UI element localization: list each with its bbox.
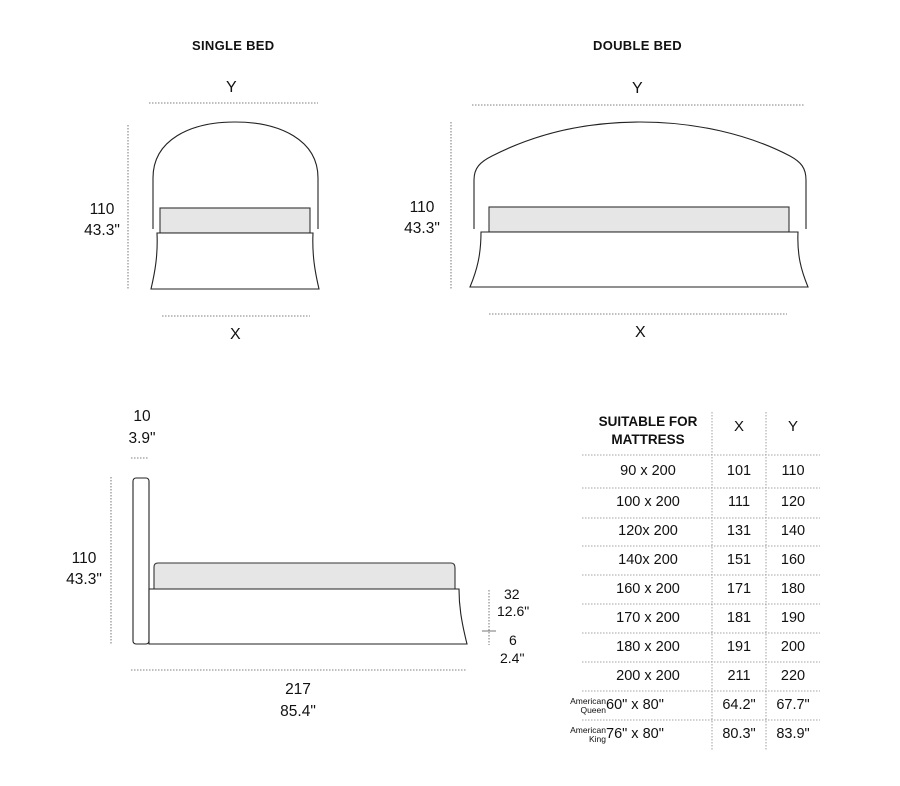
side-clearance-in: 2.4" <box>500 650 525 666</box>
side-length-cm: 217 <box>285 681 311 698</box>
table-cell-x: 80.3" <box>722 726 756 742</box>
table-cell-x: 101 <box>726 462 752 479</box>
table-header-x: X <box>733 418 744 435</box>
table-cell-mattress: 170 x 200 <box>616 609 680 626</box>
table-cell-mattress: 60" x 80" <box>606 696 664 713</box>
prefix-line1: American <box>570 725 606 735</box>
table-cell-mattress: 120x 200 <box>618 523 678 539</box>
table-header-mattress-line1: SUITABLE FOR <box>598 414 698 429</box>
double-height-cm: 110 <box>409 199 435 216</box>
table-cell-y: 180 <box>780 580 806 597</box>
double-mattress <box>489 207 789 232</box>
side-base-height-cm: 32 <box>504 586 520 602</box>
single-base <box>151 233 319 289</box>
table-cell-x: 171 <box>726 580 752 597</box>
table-cell-x: 131 <box>726 523 752 539</box>
side-view-drawing <box>111 458 496 670</box>
single-y-label: Y <box>226 79 237 96</box>
table-cell-mattress-prefix <box>556 726 606 744</box>
table-cell-x: 211 <box>727 667 751 684</box>
double-height-in: 43.3" <box>404 220 440 237</box>
side-headboard-depth-cm: 10 <box>133 408 151 425</box>
double-bed-title: DOUBLE BED <box>593 38 682 53</box>
table-cell-mattress: 76" x 80" <box>606 726 664 742</box>
prefix-line2: Queen <box>580 704 606 715</box>
table-cell-mattress: 100 x 200 <box>616 494 680 510</box>
single-bed-title: SINGLE BED <box>192 38 275 53</box>
side-height-in: 43.3" <box>66 571 102 588</box>
side-clearance-cm: 6 <box>509 632 517 648</box>
table-cell-y: 83.9" <box>776 726 810 742</box>
single-height-cm: 110 <box>89 201 115 218</box>
table-cell-y: 200 <box>780 638 806 655</box>
table-cell-y: 120 <box>780 494 806 510</box>
table-cell-mattress: 200 x 200 <box>616 667 680 684</box>
table-cell-y: 67.7" <box>776 696 810 713</box>
side-base <box>149 589 467 644</box>
single-height-in: 43.3" <box>84 222 120 239</box>
table-cell-y: 160 <box>780 551 806 568</box>
prefix-line2: King <box>588 734 606 744</box>
side-base-height-in: 12.6" <box>497 603 530 619</box>
table-cell-mattress: 140x 200 <box>618 551 678 568</box>
side-height-cm: 110 <box>71 550 97 567</box>
table-header-y: Y <box>787 418 798 435</box>
side-headboard <box>133 478 149 644</box>
double-bed-drawing <box>451 105 808 314</box>
double-y-label: Y <box>632 80 643 97</box>
single-bed-drawing <box>128 103 319 316</box>
table-cell-mattress-prefix <box>556 697 606 715</box>
side-length-in: 85.4" <box>280 703 316 720</box>
single-mattress <box>160 208 310 233</box>
table-cell-mattress: 160 x 200 <box>616 580 680 597</box>
table-cell-y: 110 <box>781 462 805 479</box>
table-cell-x: 181 <box>726 609 752 626</box>
table-cell-y: 140 <box>780 523 806 539</box>
double-base <box>470 232 808 287</box>
side-headboard-depth-in: 3.9" <box>128 430 156 447</box>
table-cell-x: 191 <box>726 638 752 655</box>
table-cell-x: 111 <box>727 494 751 510</box>
table-cell-mattress: 180 x 200 <box>616 638 680 655</box>
table-cell-y: 220 <box>780 667 806 684</box>
single-x-label: X <box>230 326 241 343</box>
side-mattress <box>154 563 455 589</box>
table-cell-x: 64.2" <box>722 696 756 713</box>
table-cell-y: 190 <box>780 609 806 626</box>
prefix-line1: American <box>570 695 606 706</box>
table-header-mattress-line2: MATTRESS <box>611 432 685 447</box>
table-cell-x: 151 <box>726 551 752 568</box>
double-x-label: X <box>635 324 646 341</box>
table-header-mattress <box>584 413 712 449</box>
table-cell-mattress: 90 x 200 <box>620 462 676 479</box>
